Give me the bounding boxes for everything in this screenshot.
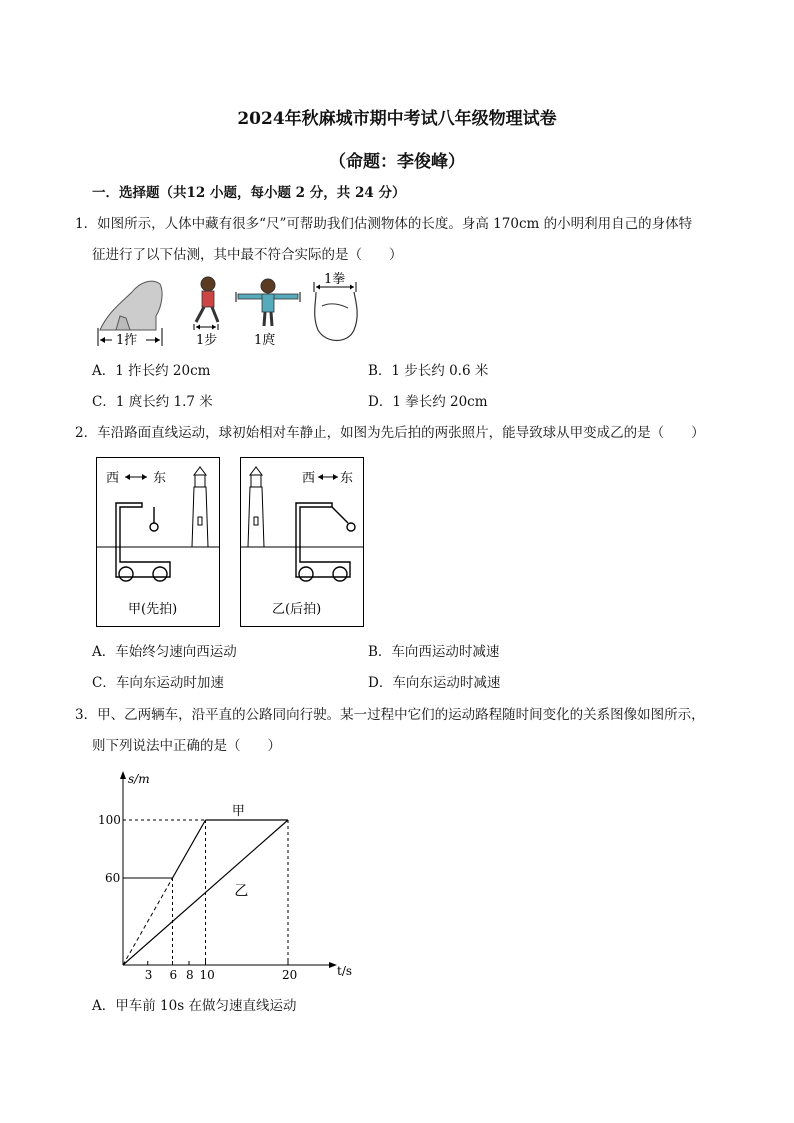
q2-option-c: C．车向东运动时加速	[92, 675, 224, 691]
y-tick-label-100: 100	[98, 813, 121, 827]
q2-stem-line1: 2．车沿路面直线运动，球初始相对车静止，如图为先后拍的两张照片，能导致球从甲变成乙的是（ ）	[75, 425, 705, 441]
jia-segment-2	[173, 820, 206, 878]
q3-stem-line1: 3．甲、乙两辆车，沿平直的公路同向行驶。某一过程中它们的运动路程随时间变化的关系图像如图所示，	[75, 707, 705, 723]
s-t-graph	[88, 765, 378, 990]
q1-option-a: A．1 拃长约 20cm	[92, 363, 211, 379]
yi-line	[123, 820, 288, 965]
x-tick-label-8: 8	[186, 968, 194, 982]
x-tick-label-20: 20	[282, 968, 298, 982]
series-label-yi: 乙	[234, 883, 249, 900]
q1-option-d: D．1 拳长约 20cm	[368, 394, 488, 410]
fist-figure	[315, 292, 357, 341]
q1-stem-line1: 1．如图所示，人体中藏有很多“尺”可帮助我们估测物体的长度。身高 170cm 的小明利用自己的身体特	[75, 216, 693, 232]
y-tick-label-60: 60	[105, 871, 121, 885]
y-axis-label: s/m	[128, 772, 150, 786]
x-tick-label-3: 3	[144, 968, 153, 982]
x-axis-label: t/s	[337, 964, 353, 978]
yi-west-label: 西	[302, 471, 316, 486]
q1-body-ruler-figure	[90, 272, 370, 352]
page-subtitle: （命题：李俊峰）	[329, 152, 465, 172]
series-label-jia: 甲	[231, 804, 245, 819]
q1-stem-line2: 征进行了以下估测，其中最不符合实际的是（ ）	[92, 247, 403, 263]
tuo-label: 1庹	[254, 333, 276, 348]
q2-option-b: B．车向西运动时减速	[368, 644, 500, 660]
bu-label: 1步	[196, 333, 218, 348]
q2-panel-yi	[240, 457, 364, 627]
arms-spread-boy-figure	[238, 279, 298, 326]
q2-panel-jia	[96, 457, 220, 627]
q3-stem-line2: 则下列说法中正确的是（ ）	[92, 738, 281, 754]
walking-boy-figure	[196, 277, 218, 322]
hand-span-figure	[100, 281, 162, 330]
jia-west-label: 西	[106, 471, 120, 486]
q1-option-c: C．1 庹长约 1.7 米	[92, 394, 213, 410]
page-title: 2024年秋麻城市期中考试八年级物理试卷	[237, 109, 557, 129]
yi-east-label: 东	[340, 471, 354, 486]
q2-option-d: D．车向东运动时减速	[368, 675, 501, 691]
section-heading: 一．选择题（共12 小题，每小题 2 分，共 24 分）	[92, 185, 406, 201]
q1-option-b: B．1 步长约 0.6 米	[368, 363, 489, 379]
yi-caption: 乙(后拍)	[272, 602, 322, 617]
y-axis-arrow	[120, 771, 126, 779]
x-tick-label-6: 6	[169, 968, 178, 982]
jia-caption: 甲(先拍)	[128, 602, 178, 617]
q3-option-a: A．甲车前 10s 在做匀速直线运动	[92, 998, 297, 1014]
x-tick-label-10: 10	[199, 968, 215, 982]
jia-segment-1	[123, 878, 173, 965]
x-axis-arrow	[329, 962, 337, 968]
quan-label: 1拳	[324, 272, 346, 287]
q2-option-a: A．车始终匀速向西运动	[92, 644, 237, 660]
jia-east-label: 东	[153, 471, 167, 486]
zha-label: 1拃	[116, 333, 138, 348]
